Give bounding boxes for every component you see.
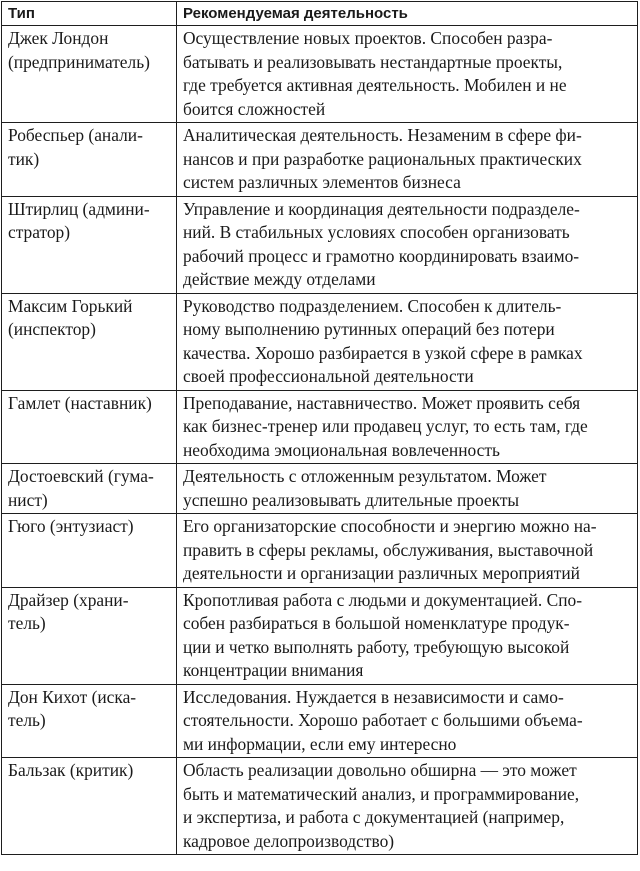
type-cell	[2, 196, 177, 293]
type-cell-line: стратор)	[8, 222, 71, 242]
activity-table	[1, 1, 638, 855]
activity-cell-line: Деятельность с отложенным результатом. Может	[183, 466, 547, 486]
type-cell-line: тель)	[8, 613, 46, 633]
header-row	[2, 2, 638, 26]
activity-cell	[177, 464, 638, 514]
activity-cell-line: и экспертиза, и работа с документацией (например,	[183, 807, 565, 827]
activity-cell	[177, 293, 638, 390]
type-cell-line: Штирлиц (админи-	[8, 198, 150, 219]
type-cell	[2, 390, 177, 464]
type-cell-line: Гюго (энтузиаст)	[8, 516, 134, 536]
type-cell-line: Гамлет (наставник)	[8, 392, 152, 413]
activity-cell-line: Преподавание, наставничество. Может проявить себя	[183, 392, 581, 413]
activity-cell-line: ному выполнению рутинных операций без потери	[183, 319, 555, 339]
type-cell-line: Бальзак (критик)	[8, 760, 134, 780]
activity-cell-line: Исследования. Нуждается в независимости и само-	[183, 686, 564, 707]
activity-cell-line: Область реализации довольно обширна — это может	[183, 760, 577, 780]
table-row	[2, 464, 638, 514]
type-cell-line: Робеспьер (анали-	[8, 125, 143, 145]
table-body	[2, 26, 638, 855]
activity-cell-line: быть и математический анализ, и программирование,	[183, 783, 580, 804]
activity-cell-line: систем различных элементов бизнеса	[183, 172, 461, 192]
activity-cell	[177, 123, 638, 197]
type-cell	[2, 293, 177, 390]
activity-cell	[177, 26, 638, 123]
table-row	[2, 587, 638, 684]
activity-cell-line: Руководство подразделением. Способен к длитель-	[183, 295, 562, 316]
type-cell-line: тик)	[8, 148, 40, 169]
header-activity: Рекомендуемая деятельность	[177, 2, 638, 26]
activity-cell-line: стоятельности. Хорошо работает с большими объема-	[183, 710, 583, 730]
activity-cell-line: Его организаторские способности и энергию можно на-	[183, 516, 597, 536]
activity-cell-line: боится сложностей	[183, 98, 326, 119]
activity-cell-line: качества. Хорошо разбирается в узкой сфере в рамках	[183, 342, 583, 363]
type-cell	[2, 464, 177, 514]
table-row	[2, 684, 638, 758]
activity-cell-line: батывать и реализовывать нестандартные проекты,	[183, 51, 563, 72]
activity-cell-line: собен разбираться в большой номенклатуре продук-	[183, 613, 570, 633]
activity-cell-line: ний. В стабильных условиях способен организовать	[183, 222, 570, 242]
activity-cell-line: Управление и координация деятельности подразделе-	[183, 198, 580, 219]
type-cell	[2, 123, 177, 197]
type-cell-line: тель)	[8, 710, 46, 730]
type-cell	[2, 587, 177, 684]
table-row	[2, 514, 638, 588]
activity-cell-line: деятельности и организации различных мероприятий	[183, 563, 580, 583]
type-cell-line: Достоевский (гума-	[8, 466, 154, 486]
activity-cell-line: Осуществление новых проектов. Способен разра-	[183, 28, 553, 48]
header-type: Тип	[2, 2, 177, 26]
activity-cell	[177, 390, 638, 464]
table-row	[2, 196, 638, 293]
activity-cell-line: ции и четко выполнять работу, требующую высокой	[183, 636, 570, 657]
type-cell-line: (предприниматель)	[8, 51, 150, 72]
type-cell	[2, 684, 177, 758]
type-cell-line: (инспектор)	[8, 319, 96, 339]
activity-cell	[177, 514, 638, 588]
activity-cell-line: действие между отделами	[183, 269, 376, 289]
type-cell	[2, 758, 177, 855]
table-row	[2, 293, 638, 390]
activity-cell	[177, 196, 638, 293]
activity-cell-line: рабочий процесс и грамотно координировать взаимо-	[183, 245, 580, 266]
activity-cell-line: кадровое делопроизводство)	[183, 830, 395, 851]
type-cell	[2, 514, 177, 588]
activity-cell-line: успешно реализовывать длительные проекты	[183, 489, 520, 510]
type-cell-line: Максим Горький	[8, 295, 133, 316]
type-cell-line: Джек Лондон	[8, 28, 109, 48]
activity-cell	[177, 587, 638, 684]
activity-cell-line: Аналитическая деятельность. Незаменим в сфере фи-	[183, 125, 582, 145]
activity-cell	[177, 684, 638, 758]
type-cell-line: Драйзер (храни-	[8, 589, 129, 610]
activity-cell-line: нансов и при разработке рациональных практических	[183, 148, 582, 169]
table-row	[2, 758, 638, 855]
table-row	[2, 123, 638, 197]
activity-cell-line: необходима эмоциональная вовлеченность	[183, 439, 500, 460]
type-cell-line: нист)	[8, 489, 48, 510]
activity-cell-line: ми информации, если ему интересно	[183, 733, 457, 754]
activity-cell-line: концентрации внимания	[183, 660, 364, 680]
table-row	[2, 390, 638, 464]
activity-cell-line: как бизнес-тренер или продавец услуг, то есть там, где	[183, 416, 588, 436]
type-cell	[2, 26, 177, 123]
activity-cell	[177, 758, 638, 855]
type-cell-line: Дон Кихот (иска-	[8, 686, 137, 707]
activity-cell-line: Кропотливая работа с людьми и документацией. Спо-	[183, 589, 583, 610]
activity-cell-line: своей профессиональной деятельности	[183, 366, 474, 386]
activity-cell-line: где требуется активная деятельность. Мобилен и не	[183, 75, 567, 95]
table-row	[2, 26, 638, 123]
activity-cell-line: править в сферы рекламы, обслуживания, выставочной	[183, 539, 594, 560]
